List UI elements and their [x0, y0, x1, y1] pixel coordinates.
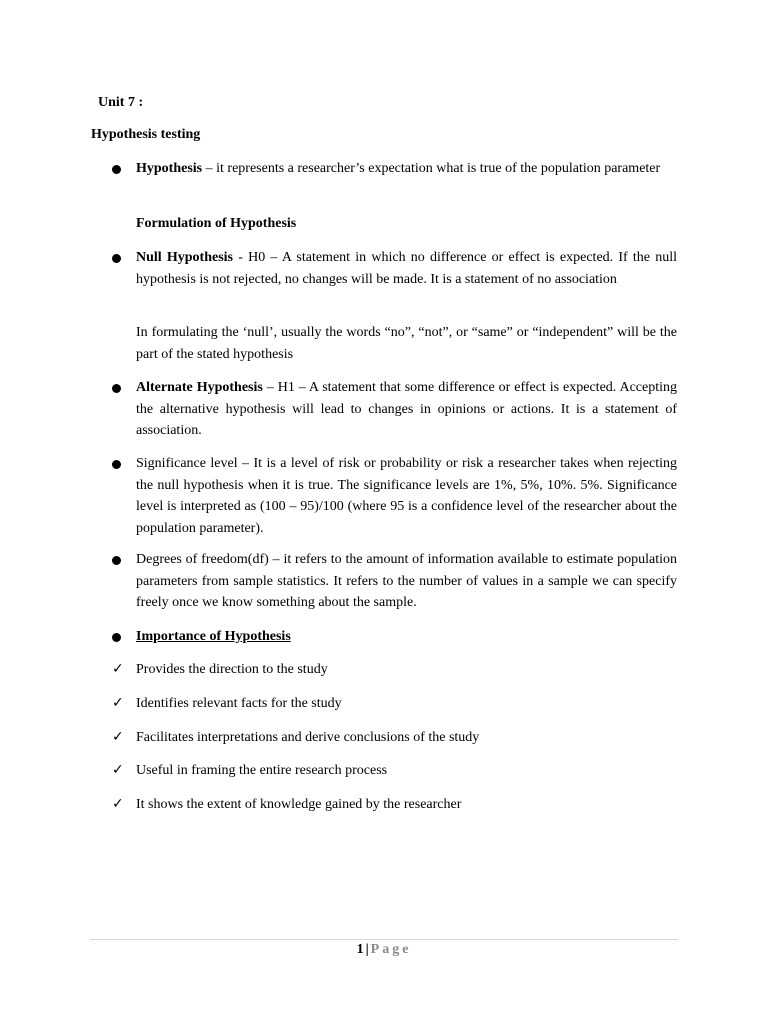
null-hypothesis-text: - H0 – A statement in which no difference or effect is expected. If the null hypothesis is not rejected, no changes will be made. It is a statement of no association: [136, 250, 677, 287]
bullet-icon: [112, 556, 121, 565]
alternate-hypothesis-term: Alternate Hypothesis: [136, 380, 263, 395]
importance-item: Useful in framing the entire research process: [136, 763, 388, 778]
importance-heading-text: Importance of Hypothesis: [136, 629, 291, 644]
check-icon: ✓: [112, 796, 124, 812]
section-title: Hypothesis testing: [91, 127, 201, 142]
check-icon: ✓: [112, 729, 124, 745]
bullet-icon: [112, 460, 121, 469]
significance-level-paragraph: Significance level – It is a level of risk or probability or risk a researcher takes when rejecting the null hypothesis when it is true. The significance levels are 1%, 5%, 10%. 5%. Significance level is interpreted as (100 – 95)/100 (where 95 is a confidence level of the researcher about the population parameter).: [136, 456, 677, 536]
null-hypothesis-note: In formulating the ‘null’, usually the words “no”, “not”, or “same” or “independent” will be the part of the stated hypothesis: [136, 325, 677, 362]
page-footer: [0, 942, 768, 958]
alternate-hypothesis-text: – H1 – A statement that some difference or effect is expected. Accepting the alternative hypothesis will lead to changes in opinions or actions. It is a statement of association.: [136, 380, 677, 438]
footer-divider: [90, 939, 678, 940]
importance-item: Facilitates interpretations and derive conclusions of the study: [136, 730, 480, 745]
importance-heading: [136, 626, 677, 648]
unit-title: Unit 7 :: [98, 95, 144, 110]
check-icon: ✓: [112, 762, 124, 778]
check-icon: ✓: [112, 661, 124, 677]
degrees-of-freedom-paragraph: Degrees of freedom(df) – it refers to the amount of information available to estimate population parameters from sample statistics. It refers to the number of values in a sample we can specify freely once we know something about the sample.: [136, 552, 677, 610]
bullet-icon: [112, 633, 121, 642]
importance-item: Provides the direction to the study: [136, 662, 328, 677]
importance-item: It shows the extent of knowledge gained by the researcher: [136, 797, 462, 812]
formulation-heading: Formulation of Hypothesis: [136, 216, 297, 231]
null-hypothesis-term: Null Hypothesis: [136, 250, 234, 265]
hypothesis-definition: [136, 158, 677, 180]
alternate-hypothesis-definition: [136, 377, 677, 442]
bullet-icon: [112, 254, 121, 263]
bullet-icon: [112, 165, 121, 174]
null-hypothesis-definition: [136, 247, 677, 290]
page-number: 1: [356, 942, 364, 957]
page-separator: |: [365, 942, 369, 957]
hypothesis-text: – it represents a researcher’s expectation what is true of the population parameter: [202, 161, 661, 176]
page-word: Page: [370, 942, 412, 957]
hypothesis-term: Hypothesis: [136, 161, 203, 176]
bullet-icon: [112, 384, 121, 393]
check-icon: ✓: [112, 695, 124, 711]
importance-item: Identifies relevant facts for the study: [136, 696, 342, 711]
